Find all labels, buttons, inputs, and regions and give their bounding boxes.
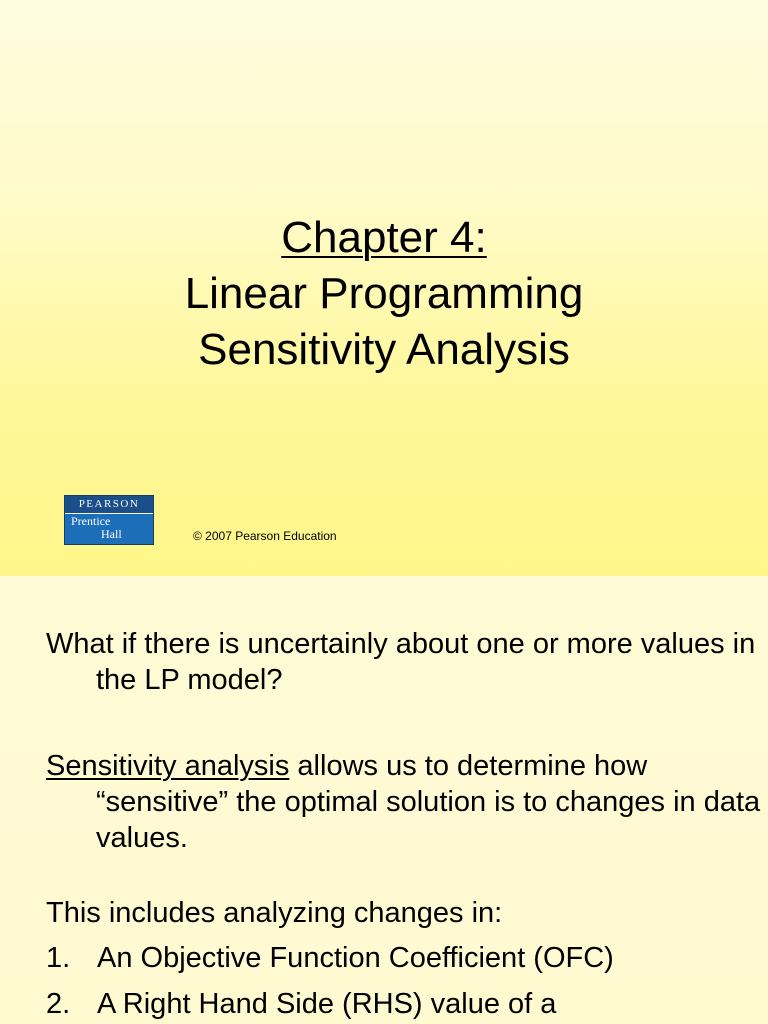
sensitivity-analysis-term: Sensitivity analysis bbox=[46, 750, 290, 782]
paragraph-uncertainty: What if there is uncertainly about one or more values in the LP model? bbox=[46, 628, 756, 696]
pearson-prentice-hall-logo bbox=[64, 495, 154, 545]
list-number: 2. bbox=[46, 988, 71, 1020]
sensitivity-description: allows us to determine how “sensitive” the optimal solution is to changes in data values. bbox=[96, 750, 761, 854]
paragraph-sensitivity bbox=[46, 748, 768, 856]
chapter-heading: Chapter 4: bbox=[281, 213, 487, 262]
logo-pearson-text: PEARSON bbox=[65, 496, 153, 513]
title-block bbox=[0, 210, 768, 378]
copyright-notice: © 2007 Pearson Education bbox=[193, 529, 337, 543]
title-line-3: Sensitivity Analysis bbox=[198, 325, 570, 374]
list-text: An Objective Function Coefficient (OFC) bbox=[97, 942, 614, 974]
slide-content bbox=[0, 576, 768, 1024]
list-number: 1. bbox=[46, 942, 71, 974]
paragraph-includes: This includes analyzing changes in: bbox=[46, 897, 503, 929]
logo-prentice-text: Prentice bbox=[71, 514, 111, 528]
logo-hall-text: Hall bbox=[101, 527, 122, 541]
title-line-2: Linear Programming bbox=[184, 269, 584, 318]
list-text: A Right Hand Side (RHS) value of a bbox=[97, 988, 557, 1020]
